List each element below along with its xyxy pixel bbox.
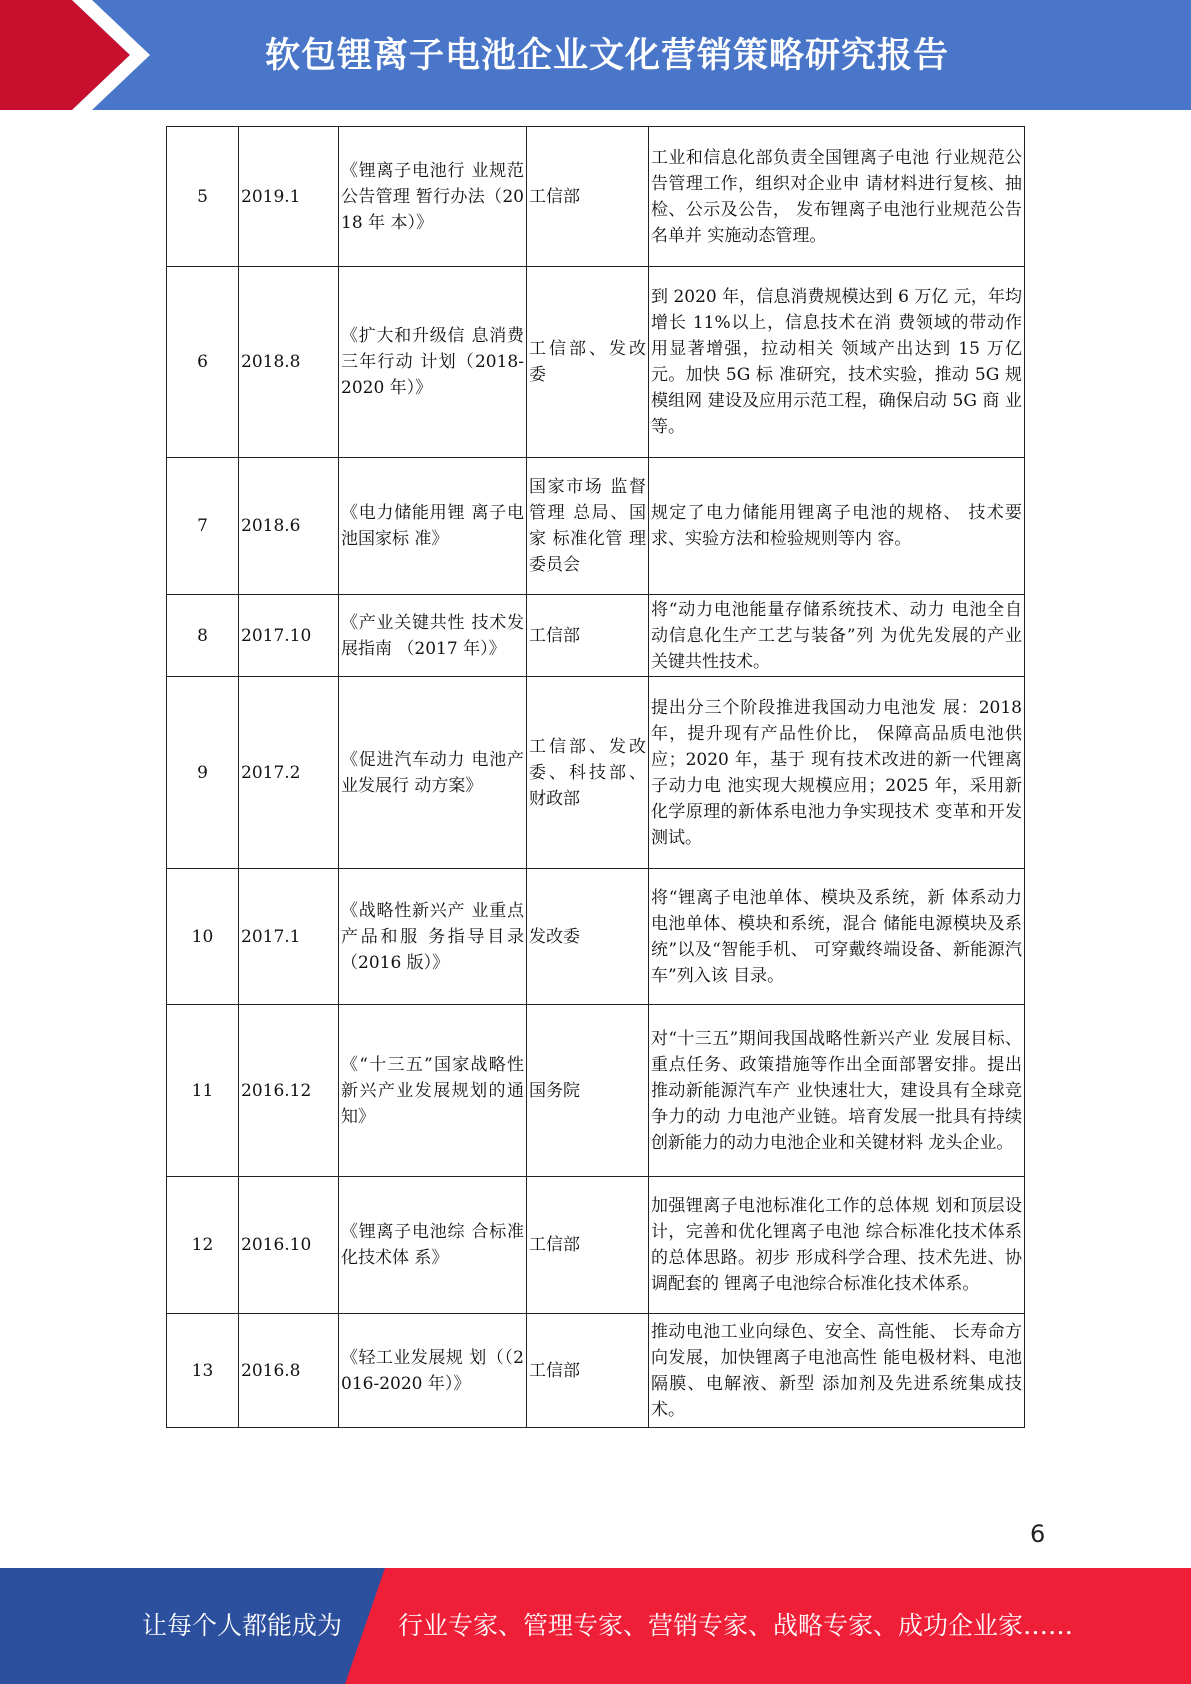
row-date: 2017.10	[239, 595, 339, 677]
row-policy-name: 《扩大和升级信 息消费三年行动 计划（2018-2020 年）》	[339, 267, 527, 458]
row-number: 5	[167, 127, 239, 267]
row-number: 8	[167, 595, 239, 677]
row-number: 12	[167, 1177, 239, 1314]
row-department: 工信部	[527, 595, 649, 677]
row-policy-name: 《促进汽车动力 电池产业发展行 动方案》	[339, 677, 527, 869]
row-department: 工信部	[527, 127, 649, 267]
row-policy-name: 《锂离子电池行 业规范公告管理 暂行办法（2018 年 本）》	[339, 127, 527, 267]
row-content: 将“锂离子电池单体、模块及系统，新 体系动力电池单体、模块和系统，混合 储能电源模块及系统”以及“智能手机、 可穿戴终端设备、新能源汽车”列入该 目录。	[649, 869, 1025, 1005]
row-policy-name: 《锂离子电池综 合标准化技术体 系》	[339, 1177, 527, 1314]
row-date: 2016.12	[239, 1005, 339, 1177]
row-date: 2018.8	[239, 267, 339, 458]
row-department: 发改委	[527, 869, 649, 1005]
page-number: 6	[1030, 1520, 1046, 1548]
row-date: 2016.10	[239, 1177, 339, 1314]
table-row	[167, 458, 1025, 595]
row-date: 2019.1	[239, 127, 339, 267]
row-policy-name: 《战略性新兴产 业重点产品和服 务指导目录（2016 版）》	[339, 869, 527, 1005]
table-row	[167, 1314, 1025, 1428]
row-content: 推动电池工业向绿色、安全、高性能、 长寿命方向发展，加快锂离子电池高性 能电极材料、电池隔膜、电解液、新型 添加剂及先进系统集成技术。	[649, 1314, 1025, 1428]
table-row	[167, 595, 1025, 677]
table-row	[167, 1177, 1025, 1314]
table-row	[167, 267, 1025, 458]
row-policy-name: 《“十三五”国家战略性新兴产业发展规划的通知》	[339, 1005, 527, 1177]
table-row	[167, 1005, 1025, 1177]
page-header	[0, 0, 1191, 110]
row-content: 到 2020 年，信息消费规模达到 6 万亿 元，年均增长 11%以上，信息技术在消 费领域的带动作用显著增强，拉动相关 领域产出达到 15 万亿元。加快 5G 标 准研究，技术实验，推动 5G 规模组网 建设及应用示范工程，确保启动 5G 商 业等。	[649, 267, 1025, 458]
row-department: 国家市场 监督管理 总局、国家 标准化管 理委员会	[527, 458, 649, 595]
row-number: 7	[167, 458, 239, 595]
row-number: 6	[167, 267, 239, 458]
row-date: 2017.2	[239, 677, 339, 869]
row-number: 9	[167, 677, 239, 869]
row-number: 11	[167, 1005, 239, 1177]
row-date: 2018.6	[239, 458, 339, 595]
footer-slogan-right: 行业专家、管理专家、营销专家、战略专家、成功企业家……	[398, 1611, 1074, 1640]
row-content: 加强锂离子电池标准化工作的总体规 划和顶层设计，完善和优化锂离子电池 综合标准化技术体系的总体思路。初步 形成科学合理、技术先进、协调配套的 锂离子电池综合标准化技术体系。	[649, 1177, 1025, 1314]
row-content: 提出分三个阶段推进我国动力电池发 展：2018 年，提升现有产品性价比， 保障高品质电池供应；2020 年，基于 现有技术改进的新一代锂离子动力电 池实现大规模应用；2025 年，采用新 化学原理的新体系电池力争实现技术 变革和开发测试。	[649, 677, 1025, 869]
report-title: 软包锂离子电池企业文化营销策略研究报告	[265, 36, 950, 76]
policy-table	[166, 126, 1025, 1428]
row-content: 工业和信息化部负责全国锂离子电池 行业规范公告管理工作，组织对企业申 请材料进行复核、抽检、公示及公告， 发布锂离子电池行业规范公告名单并 实施动态管理。	[649, 127, 1025, 267]
row-policy-name: 《轻工业发展规 划（（2016-2020 年）》	[339, 1314, 527, 1428]
row-content: 规定了电力储能用锂离子电池的规格、 技术要求、实验方法和检验规则等内 容。	[649, 458, 1025, 595]
row-department: 工信部、发改委、科技部、财政部	[527, 677, 649, 869]
row-date: 2016.8	[239, 1314, 339, 1428]
row-department: 工信部	[527, 1177, 649, 1314]
table-row	[167, 127, 1025, 267]
page-footer	[0, 1568, 1191, 1684]
row-department: 工信部	[527, 1314, 649, 1428]
row-date: 2017.1	[239, 869, 339, 1005]
row-number: 13	[167, 1314, 239, 1428]
row-policy-name: 《电力储能用锂 离子电池国家标 准》	[339, 458, 527, 595]
table-row	[167, 677, 1025, 869]
table-row	[167, 869, 1025, 1005]
row-content: 对“十三五”期间我国战略性新兴产业 发展目标、重点任务、政策措施等作出全面部署安排。提出推动新能源汽车产 业快速壮大，建设具有全球竞争力的动 力电池产业链。培育发展一批具有持续 创新能力的动力电池企业和关键材料 龙头企业。	[649, 1005, 1025, 1177]
row-department: 国务院	[527, 1005, 649, 1177]
row-department: 工信部、发改委	[527, 267, 649, 458]
row-number: 10	[167, 869, 239, 1005]
row-policy-name: 《产业关键共性 技术发展指南 （2017 年）》	[339, 595, 527, 677]
footer-slogan-left: 让每个人都能成为	[142, 1611, 343, 1640]
row-content: 将“动力电池能量存储系统技术、动力 电池全自动信息化生产工艺与装备”列 为优先发展的产业关键共性技术。	[649, 595, 1025, 677]
